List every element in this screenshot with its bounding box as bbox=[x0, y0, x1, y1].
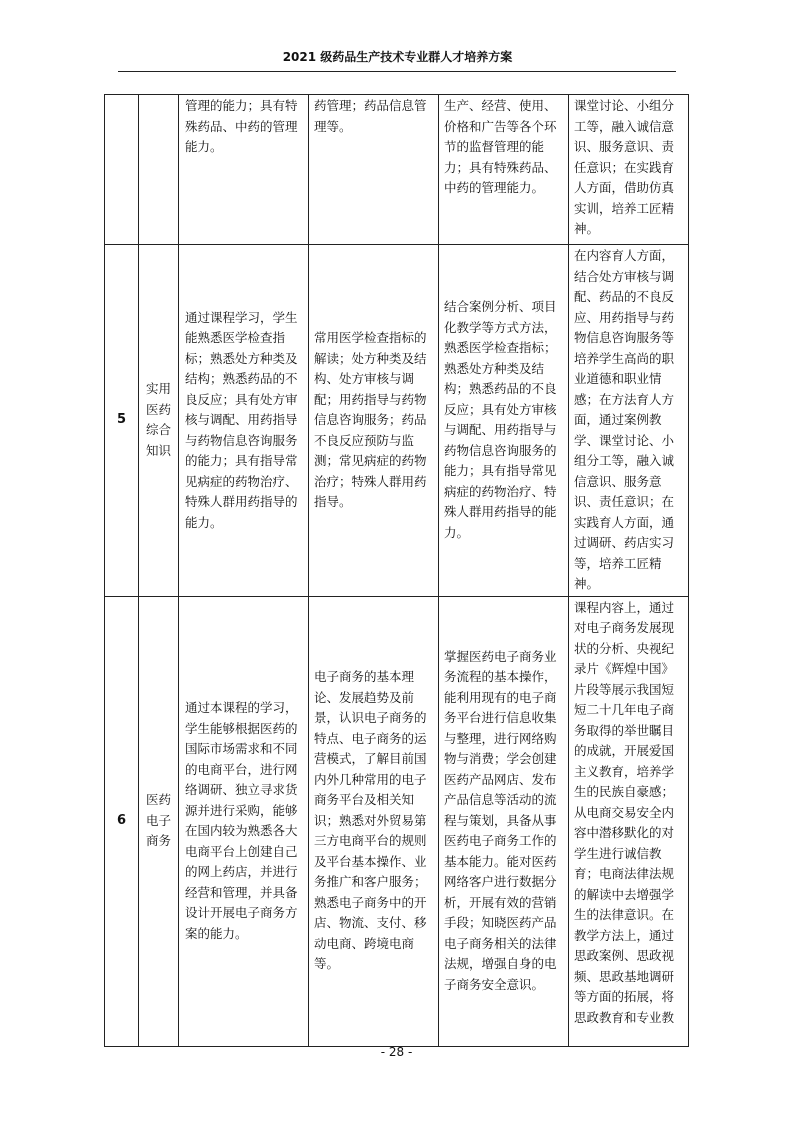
table-row bbox=[105, 596, 689, 1046]
course-ideology: 课程内容上，通过对电子商务发展现状的分析、央视纪录片《辉煌中国》片段等展示我国短短二十几年电子商务取得的举世瞩目的成就，开展爱国主义教育，培养学生的民族自豪感；从电商交易安全内容中潜移默化的对学生进行诚信教育；电商法律法规的解读中去增强学生的法律意识。在教学方法上，通过思政案例、思政视频、思政基地调研等方面的拓展，将思政教育和专业教 bbox=[569, 596, 689, 1046]
course-content: 电子商务的基本理论、发展趋势及前景，认识电子商务的特点、电子商务的运营模式，了解目前国内外几种常用的电子商务平台及相关知识；熟悉对外贸易第三方电商平台的规则及平台基本操作、业务推广和客户服务；熟悉电子商务中的开店、物流、支付、移动电商、跨境电商等。 bbox=[309, 596, 439, 1046]
course-objective: 通过课程学习，学生能熟悉医学检查指标；熟悉处方种类及结构；熟悉药品的不良反应；具有处方审核与调配、用药指导与药物信息咨询服务的能力；具有指导常见病症的药物治疗、特殊人群用药指导的能力。 bbox=[179, 245, 309, 597]
table-row bbox=[105, 95, 689, 245]
course-objective: 管理的能力；具有特殊药品、中药的管理能力。 bbox=[179, 95, 309, 245]
course-ideology: 课堂讨论、小组分工等，融入诚信意识、服务意识、责任意识；在实践育人方面，借助仿真实训，培养工匠精神。 bbox=[569, 95, 689, 245]
row-number bbox=[105, 95, 139, 245]
row-number: 6 bbox=[105, 596, 139, 1046]
page-header: 2021 级药品生产技术专业群人才培养方案 bbox=[282, 50, 513, 64]
course-name: 医药电子商务 bbox=[139, 596, 179, 1046]
course-requirement: 掌握医药电子商务业务流程的基本操作，能利用现有的电子商务平台进行信息收集与整理，进行网络购物与消费；学会创建医药产品网店、发布产品信息等活动的流程与策划，具备从事医药电子商务工作的基本能力。能对医药网络客户进行数据分析，开展有效的营销手段；知晓医药产品电子商务相关的法律法规，增强自身的电子商务安全意识。 bbox=[439, 596, 569, 1046]
row-number: 5 bbox=[105, 245, 139, 597]
course-name: 实用医药综合知识 bbox=[139, 245, 179, 597]
course-name bbox=[139, 95, 179, 245]
table-row bbox=[105, 245, 689, 597]
course-content: 常用医学检查指标的解读；处方种类及结构、处方审核与调配；用药指导与药物信息咨询服务；药品不良反应预防与监测；常见病症的药物治疗；特殊人群用药指导。 bbox=[309, 245, 439, 597]
course-requirement: 生产、经营、使用、价格和广告等各个环节的监督管理的能力；具有特殊药品、中药的管理能力。 bbox=[439, 95, 569, 245]
course-objective: 通过本课程的学习，学生能够根据医药的国际市场需求和不同的电商平台，进行网络调研、独立寻求货源并进行采购，能够在国内较为熟悉各大电商平台上创建自己的网上药店，并进行经营和管理，并具备设计开展电子商务方案的能力。 bbox=[179, 596, 309, 1046]
course-ideology: 在内容育人方面，结合处方审核与调配、药品的不良反应、用药指导与药物信息咨询服务等培养学生高尚的职业道德和职业情感；在方法育人方面，通过案例教学、课堂讨论、小组分工等，融入诚信意识、服务意识、责任意识；在实践育人方面，通过调研、药店实习等，培养工匠精神。 bbox=[569, 245, 689, 597]
page-number: - 28 - bbox=[380, 1045, 413, 1059]
course-requirement: 结合案例分析、项目化教学等方式方法，熟悉医学检查指标；熟悉处方种类及结构；熟悉药品的不良反应；具有处方审核与调配、用药指导与药物信息咨询服务的能力；具有指导常见病症的药物治疗、特殊人群用药指导的能力。 bbox=[439, 245, 569, 597]
course-content: 药管理；药品信息管理等。 bbox=[309, 95, 439, 245]
header-rule bbox=[118, 71, 676, 72]
curriculum-table bbox=[104, 94, 689, 1047]
